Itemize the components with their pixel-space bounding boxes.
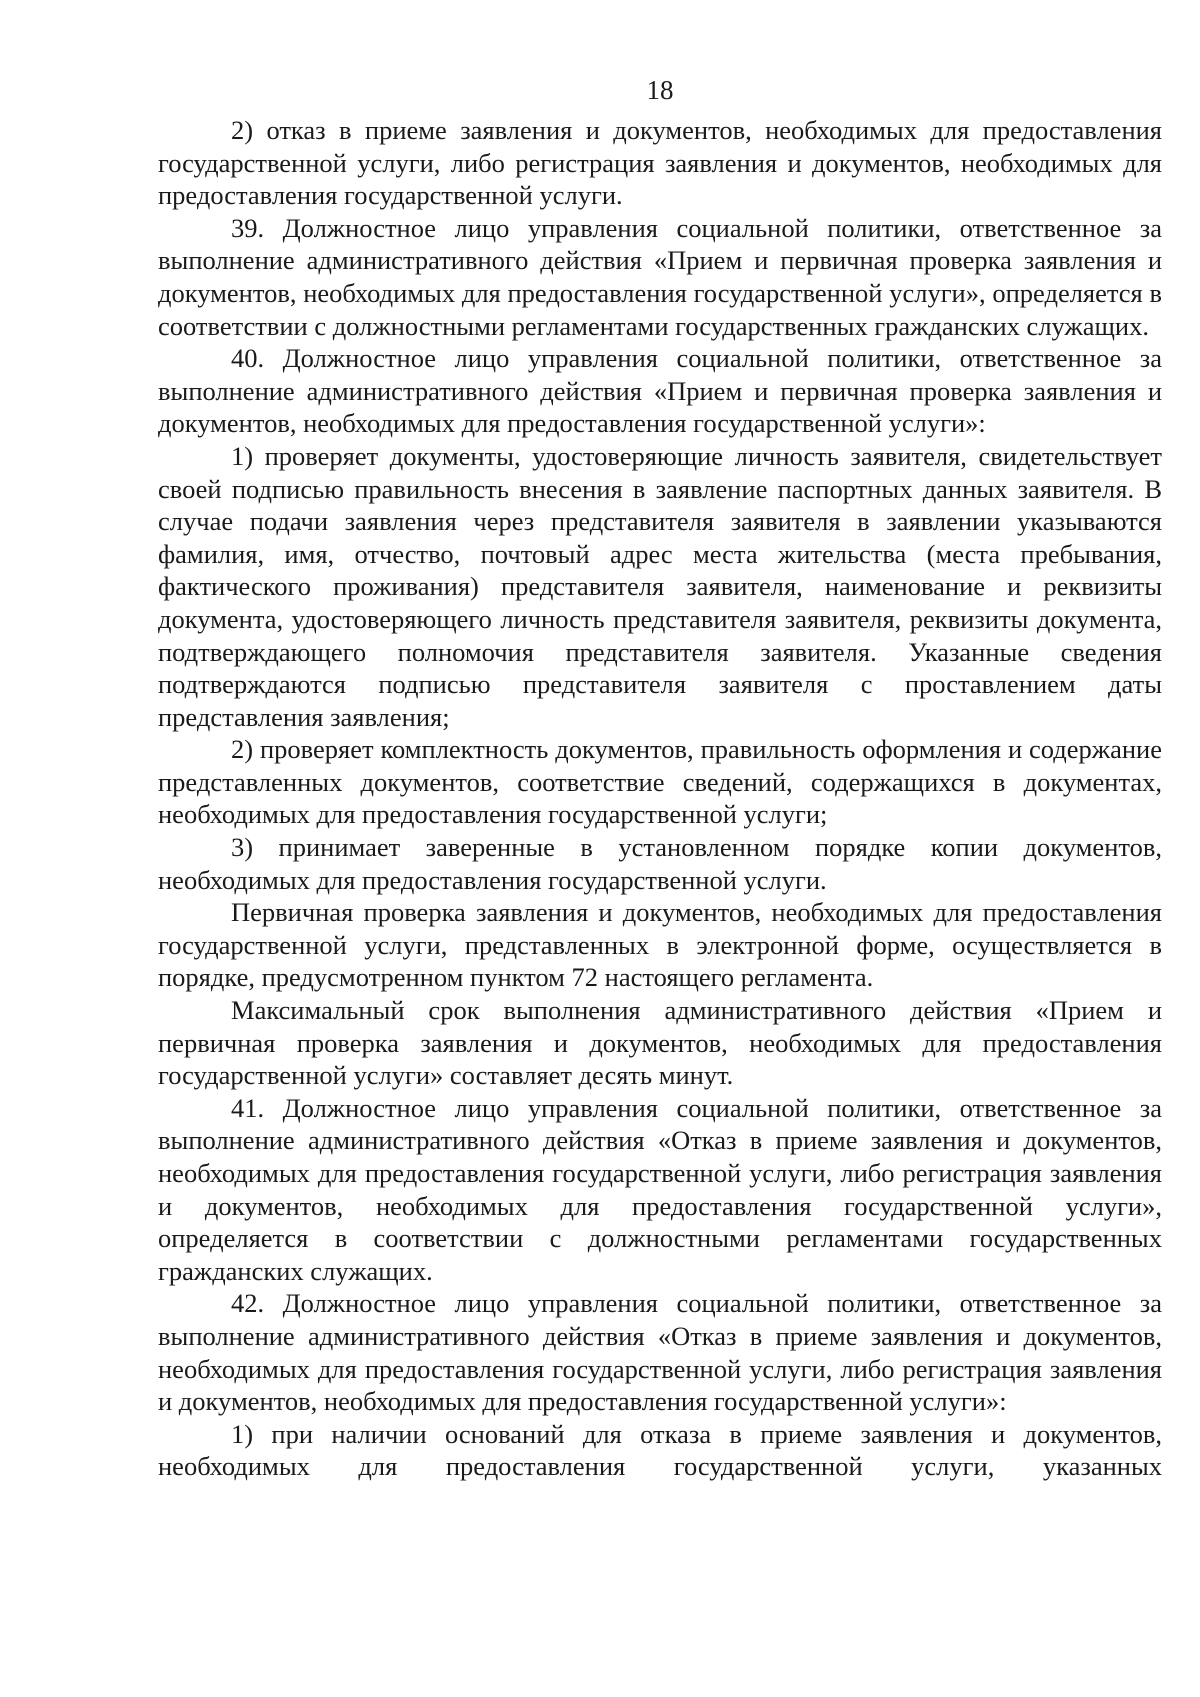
paragraph-42: 42. Должностное лицо управления социальной политики, ответственное за выполнение административного действия «Отказ в приеме заявления и документов, необходимых для предоставления государственной услуги, либо регистрация заявления и документов, необходимых для предоставления государственной услуги»:	[158, 1288, 1162, 1417]
paragraph-39: 39. Должностное лицо управления социальной политики, ответственное за выполнение административного действия «Прием и первичная проверка заявления и документов, необходимых для предоставления государственной услуги», определяется в соответствии с должностными регламентами государственных гражданских служащих.	[158, 212, 1162, 341]
paragraph-item-2-refusal: 2) отказ в приеме заявления и документов, необходимых для предоставления государственной услуги, либо регистрация заявления и документов, необходимых для предоставления государственной услуги.	[158, 115, 1162, 211]
paragraph-40-item-2: 2) проверяет комплектность документов, правильность оформления и содержание представленных документов, соответствие сведений, содержащихся в документах, необходимых для предоставления государственной услуги;	[158, 734, 1162, 830]
paragraph-primary-check: Первичная проверка заявления и документов, необходимых для предоставления государственной услуги, представленных в электронной форме, осуществляется в порядке, предусмотренном пунктом 72 настоящего регламента.	[158, 897, 1162, 993]
paragraph-40-item-3: 3) принимает заверенные в установленном порядке копии документов, необходимых для предоставления государственной услуги.	[158, 832, 1162, 895]
page-number: 18	[646, 75, 674, 105]
paragraph-max-duration: Максимальный срок выполнения административного действия «Прием и первичная проверка заявления и документов, необходимых для предоставления государственной услуги» составляет десять минут.	[158, 995, 1162, 1091]
paragraph-42-item-1: 1) при наличии оснований для отказа в приеме заявления и документов, необходимых для предоставления государственной услуги, указанных	[158, 1418, 1162, 1482]
paragraph-40: 40. Должностное лицо управления социальной политики, ответственное за выполнение административного действия «Прием и первичная проверка заявления и документов, необходимых для предоставления государственной услуги»:	[158, 343, 1162, 439]
document-body	[158, 114, 1162, 1483]
paragraph-41: 41. Должностное лицо управления социальной политики, ответственное за выполнение административного действия «Отказ в приеме заявления и документов, необходимых для предоставления государственной услуги, либо регистрация заявления и документов, необходимых для предоставления государственной услуги», определяется в соответствии с должностными регламентами государственных гражданских служащих.	[158, 1092, 1162, 1286]
paragraph-40-item-1: 1) проверяет документы, удостоверяющие личность заявителя, свидетельствует своей подписью правильность внесения в заявление паспортных данных заявителя. В случае подачи заявления через представителя заявителя в заявлении указываются фамилия, имя, отчество, почтовый адрес места жительства (места пребывания, фактического проживания) представителя заявителя, наименование и реквизиты документа, удостоверяющего личность представителя заявителя, реквизиты документа, подтверждающего полномочия представителя заявителя. Указанные сведения подтверждаются подписью представителя заявителя с проставлением даты представления заявления;	[158, 440, 1162, 732]
